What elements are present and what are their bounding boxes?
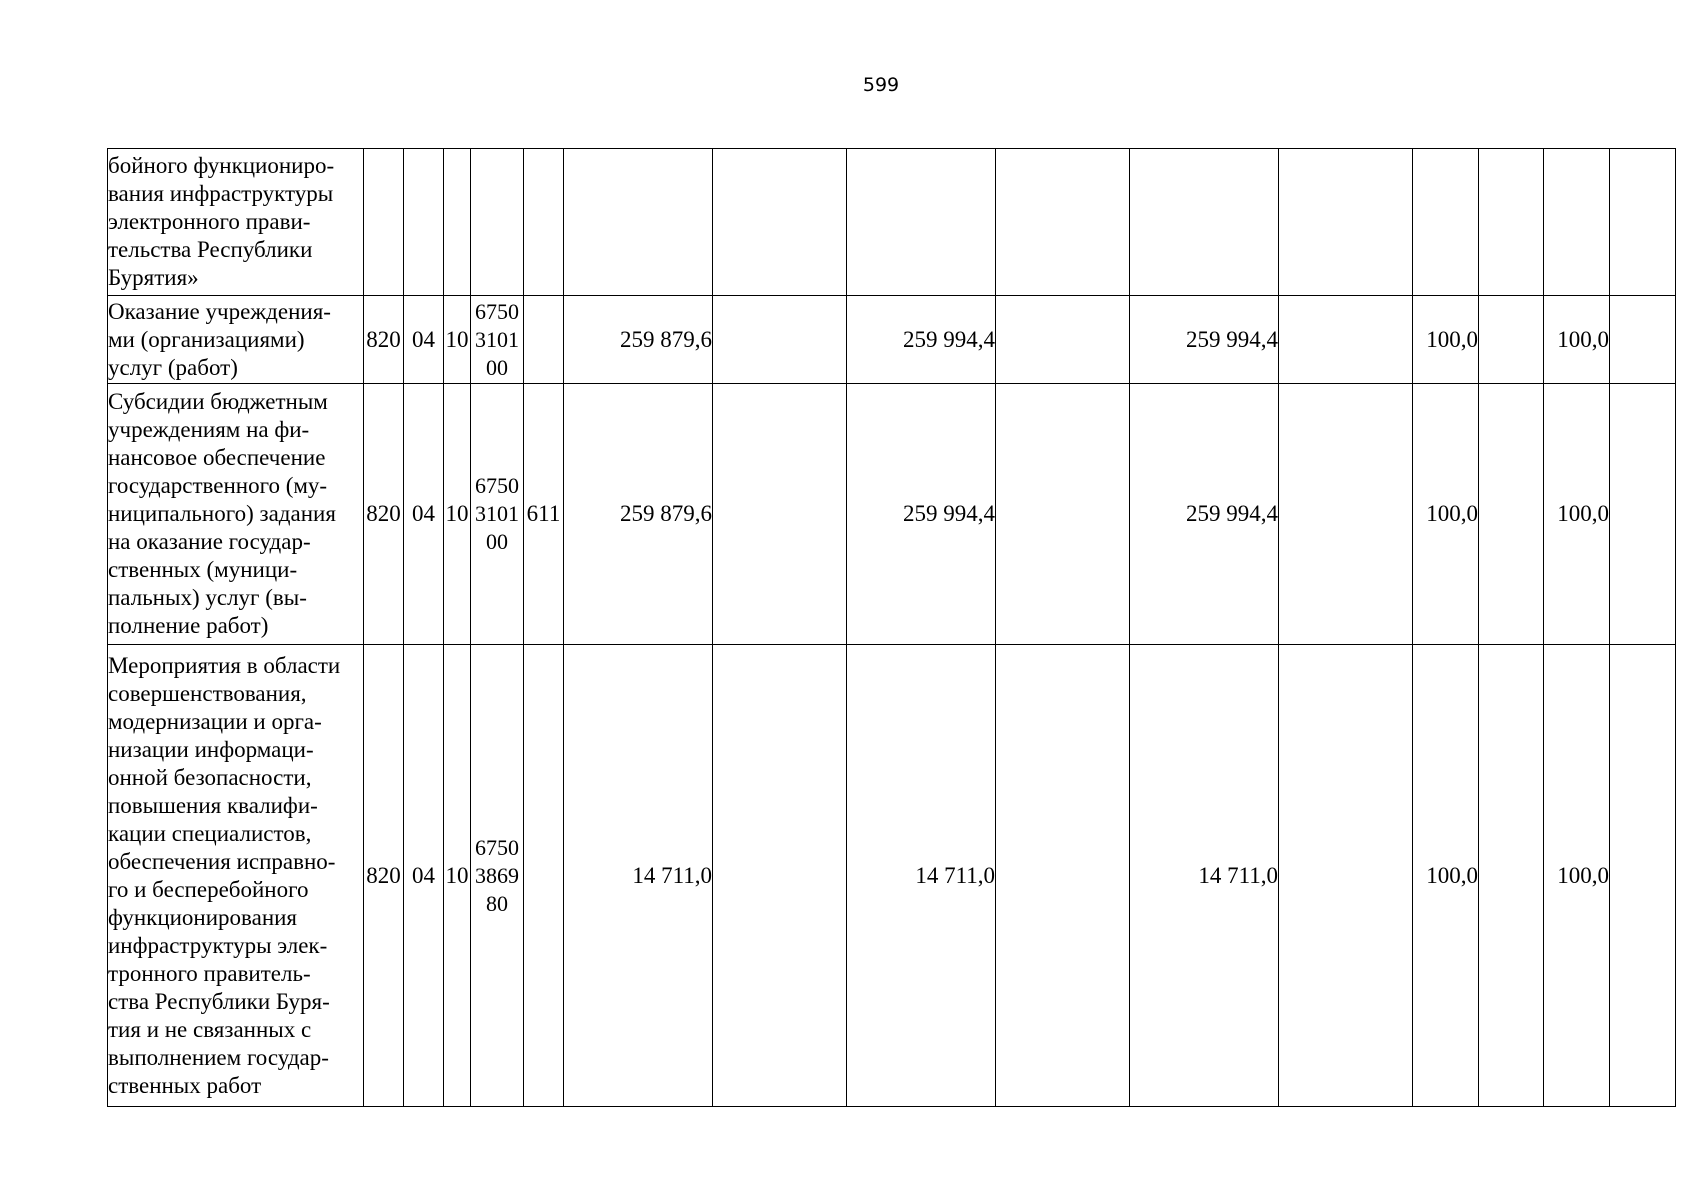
empty-cell bbox=[996, 645, 1130, 1107]
table-row bbox=[108, 296, 1676, 384]
sum-1: 14 711,0 bbox=[564, 645, 713, 1107]
row-name: Субсидии бюджетным учреждениям на фи- нансовое обеспечение государственного (му- ниципального) задания на оказание государ- ственных (муници- пальных) услуг (вы- полнение работ) bbox=[108, 384, 364, 645]
empty-cell bbox=[1479, 645, 1544, 1107]
ved-code bbox=[364, 149, 404, 296]
sum-2: 259 994,4 bbox=[847, 296, 996, 384]
empty-cell bbox=[713, 645, 847, 1107]
row-name: бойного функциониро- вания инфраструктуры электронного прави- тельства Республики Бурятия» bbox=[108, 149, 364, 296]
rz-code: 04 bbox=[404, 384, 444, 645]
empty-cell bbox=[1610, 645, 1676, 1107]
table-row bbox=[108, 384, 1676, 645]
empty-cell bbox=[996, 149, 1130, 296]
row-name: Оказание учреждения- ми (организациями) услуг (работ) bbox=[108, 296, 364, 384]
empty-cell bbox=[1279, 645, 1413, 1107]
percent-2 bbox=[1544, 149, 1610, 296]
table-row bbox=[108, 645, 1676, 1107]
percent-2: 100,0 bbox=[1544, 296, 1610, 384]
table-row bbox=[108, 149, 1676, 296]
ved-code: 820 bbox=[364, 384, 404, 645]
empty-cell bbox=[1279, 384, 1413, 645]
sum-2: 259 994,4 bbox=[847, 384, 996, 645]
empty-cell bbox=[713, 384, 847, 645]
pr-code bbox=[444, 149, 471, 296]
csr-code: 6750 3101 00 bbox=[471, 296, 524, 384]
budget-table bbox=[107, 148, 1676, 1107]
ved-code: 820 bbox=[364, 645, 404, 1107]
empty-cell bbox=[1610, 149, 1676, 296]
sum-1 bbox=[564, 149, 713, 296]
percent-1: 100,0 bbox=[1413, 384, 1479, 645]
ved-code: 820 bbox=[364, 296, 404, 384]
empty-cell bbox=[1279, 296, 1413, 384]
vr-code bbox=[524, 296, 564, 384]
empty-cell bbox=[1610, 384, 1676, 645]
row-name: Мероприятия в области совершенствования, модернизации и орга- низации информаци- онной безопасности, повышения квалифи- кации специалистов, обеспечения исправно- го и бесперебойного функционирования инфраструктуры элек- тронного правитель- ства Республики Буря- тия и не связанных с выполнением государ- ственных работ bbox=[108, 645, 364, 1107]
empty-cell bbox=[996, 296, 1130, 384]
rz-code: 04 bbox=[404, 645, 444, 1107]
sum-1: 259 879,6 bbox=[564, 296, 713, 384]
empty-cell bbox=[996, 384, 1130, 645]
empty-cell bbox=[1610, 296, 1676, 384]
pr-code: 10 bbox=[444, 645, 471, 1107]
vr-code bbox=[524, 645, 564, 1107]
csr-code bbox=[471, 149, 524, 296]
percent-1 bbox=[1413, 149, 1479, 296]
vr-code: 611 bbox=[524, 384, 564, 645]
empty-cell bbox=[1479, 149, 1544, 296]
empty-cell bbox=[1479, 296, 1544, 384]
empty-cell bbox=[1479, 384, 1544, 645]
sum-3 bbox=[1130, 149, 1279, 296]
sum-2 bbox=[847, 149, 996, 296]
sum-3: 259 994,4 bbox=[1130, 296, 1279, 384]
sum-3: 14 711,0 bbox=[1130, 645, 1279, 1107]
pr-code: 10 bbox=[444, 296, 471, 384]
empty-cell bbox=[713, 149, 847, 296]
percent-1: 100,0 bbox=[1413, 645, 1479, 1107]
empty-cell bbox=[1279, 149, 1413, 296]
percent-2: 100,0 bbox=[1544, 645, 1610, 1107]
sum-1: 259 879,6 bbox=[564, 384, 713, 645]
csr-code: 6750 3869 80 bbox=[471, 645, 524, 1107]
empty-cell bbox=[713, 296, 847, 384]
vr-code bbox=[524, 149, 564, 296]
csr-code: 6750 3101 00 bbox=[471, 384, 524, 645]
rz-code bbox=[404, 149, 444, 296]
pr-code: 10 bbox=[444, 384, 471, 645]
page-number: 599 bbox=[862, 74, 900, 96]
percent-1: 100,0 bbox=[1413, 296, 1479, 384]
sum-2: 14 711,0 bbox=[847, 645, 996, 1107]
sum-3: 259 994,4 bbox=[1130, 384, 1279, 645]
percent-2: 100,0 bbox=[1544, 384, 1610, 645]
rz-code: 04 bbox=[404, 296, 444, 384]
